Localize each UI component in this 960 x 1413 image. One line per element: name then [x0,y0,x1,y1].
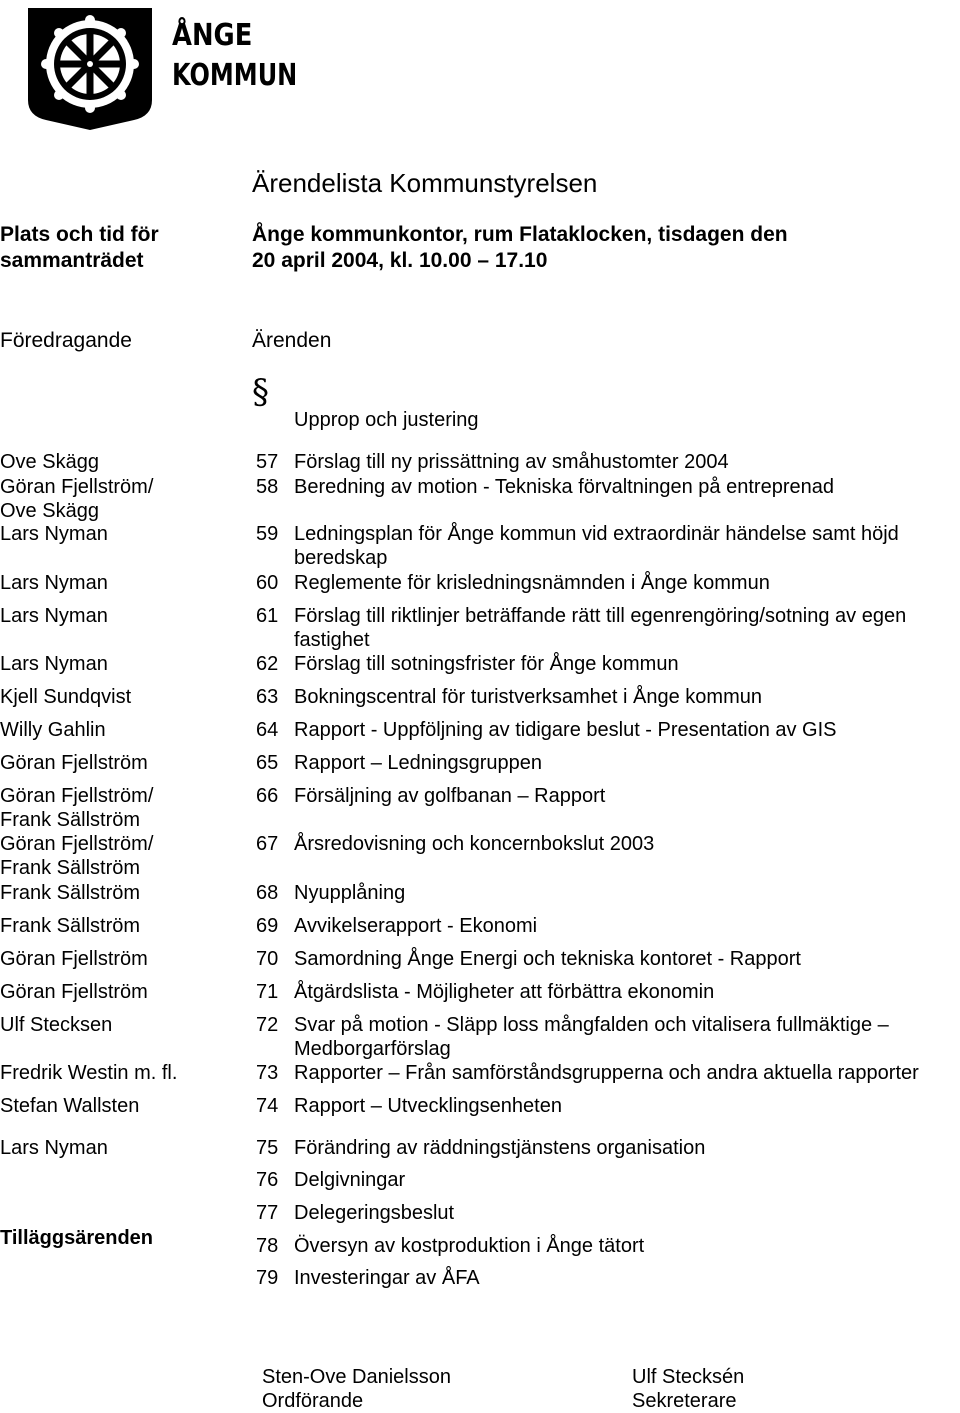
agenda-row [0,475,960,522]
presenter-name [0,784,153,832]
item-text-line: Översyn av kostproduktion i Ånge tätort [294,1235,645,1257]
agenda-row [0,914,960,938]
item-text-line: Medborgarförslag [294,1038,451,1060]
upprop-item: Upprop och justering [294,409,479,431]
item-number: 58 [256,476,279,498]
presenter-name [0,718,106,742]
item-text [294,914,537,938]
item-text [294,475,834,499]
item-text [294,652,679,676]
agenda-row [0,1266,960,1290]
presenter-line: Lars Nyman [0,653,108,675]
item-text-line: Rapport – Utvecklingsenheten [294,1095,562,1117]
item-text [294,604,906,652]
meeting-label-line1: Plats och tid för [0,223,159,246]
meeting-label [0,222,159,274]
item-text [294,1136,705,1160]
item-text [294,980,714,1004]
item-text-line: Försäljning av golfbanan – Rapport [294,785,606,807]
agenda-row [0,751,960,775]
presenter-name [0,1136,108,1160]
item-number: 59 [256,523,279,545]
item-text [294,1234,644,1258]
presenter-line: Stefan Wallsten [0,1095,140,1117]
item-text [294,1168,405,1192]
agenda-row [0,980,960,1004]
item-number: 61 [256,605,279,627]
presenter-line: Göran Fjellström [0,981,148,1003]
item-text [294,832,654,856]
item-text [294,522,899,570]
item-text-line: Förslag till sotningsfrister för Ånge kommun [294,653,679,675]
item-text [294,947,801,971]
presenter-line: Lars Nyman [0,523,108,545]
item-number: 64 [256,719,279,741]
agenda-row [0,832,960,879]
agenda-row [0,881,960,905]
agenda-row [0,685,960,709]
meeting-info-line2: 20 april 2004, kl. 10.00 – 17.10 [252,249,548,272]
item-number: 78 [256,1235,279,1257]
item-number: 60 [256,572,279,594]
presenter-name [0,947,148,971]
presenter-line: Lars Nyman [0,572,108,594]
presenter-name [0,1094,139,1118]
item-text-line: Förslag till ny prissättning av småhustomter 2004 [294,451,729,473]
item-text-line: Delegeringsbeslut [294,1202,455,1224]
item-number: 65 [256,752,279,774]
signature-name: Sten-Ove Danielsson [262,1366,451,1388]
signature-chair [262,1365,451,1413]
item-text [294,784,605,808]
meeting-label-line2: sammanträdet [0,249,144,272]
presenter-line: Frank Sällström [0,809,141,831]
item-text [294,450,729,474]
item-number: 75 [256,1137,279,1159]
presenter-line: Willy Gahlin [0,719,106,741]
agenda-row [0,1061,960,1085]
item-number: 57 [256,451,279,473]
wheel-emblem-icon [24,4,156,132]
item-number: 69 [256,915,279,937]
presenter-line: Göran Fjellström/ [0,833,154,855]
item-number: 71 [256,981,279,1003]
item-text-line: Åtgärdslista - Möjligheter att förbättra ekonomin [294,981,715,1003]
item-number: 66 [256,785,279,807]
item-text-line: fastighet [294,629,370,651]
item-number: 70 [256,948,279,970]
presenter-name [0,571,108,595]
presenter-name [0,450,99,474]
logo-text-line2: KOMMUN [172,58,298,93]
agenda-row [0,947,960,971]
item-text [294,718,837,742]
item-text-line: beredskap [294,547,388,569]
presenter-line: Frank Sällström [0,882,141,904]
presenter-line: Ulf Stecksen [0,1014,113,1036]
agenda-row [0,522,960,569]
item-number: 72 [256,1014,279,1036]
item-text-line: Rapport - Uppföljning av tidigare beslut - Presentation av GIS [294,719,837,741]
item-text-line: Årsredovisning och koncernbokslut 2003 [294,833,655,855]
agenda-row [0,1013,960,1060]
item-text [294,685,762,709]
presenter-line: Frank Sällström [0,915,141,937]
signature-name: Ulf Stecksén [632,1366,745,1388]
section-symbol: § [252,372,269,412]
presenter-line: Göran Fjellström/ [0,785,154,807]
item-number: 68 [256,882,279,904]
agenda-row [0,784,960,831]
item-number: 76 [256,1169,279,1191]
presenter-name [0,475,153,523]
signature-role: Sekreterare [632,1390,737,1412]
item-number: 73 [256,1062,279,1084]
presenter-name [0,685,131,709]
item-text-line: Samordning Ånge Energi och tekniska kontoret - Rapport [294,948,801,970]
additional-matters-label: Tilläggsärenden [0,1227,154,1249]
presenter-line: Lars Nyman [0,605,108,627]
presenter-name [0,881,140,905]
item-number: 77 [256,1202,279,1224]
page-title: Ärendelista Kommunstyrelsen [252,168,598,198]
item-text-line: Rapport – Ledningsgruppen [294,752,542,774]
item-text-line: Nyupplåning [294,882,406,904]
presenter-name [0,652,108,676]
item-text-line: Förändring av räddningstjänstens organisation [294,1137,706,1159]
presenter-line: Fredrik Westin m. fl. [0,1062,178,1084]
presenter-line: Ove Skägg [0,451,99,473]
presenter-line: Lars Nyman [0,1137,108,1159]
presenter-name [0,604,108,628]
item-text-line: Delgivningar [294,1169,406,1191]
signature-secretary [632,1365,744,1413]
item-text [294,1094,562,1118]
item-text-line: Avvikelserapport - Ekonomi [294,915,538,937]
presenter-name [0,751,148,775]
matters-header: Ärenden [252,329,332,352]
presenter-line: Frank Sällström [0,857,141,879]
presenter-header: Föredragande [0,329,132,352]
presenter-line: Göran Fjellström [0,752,148,774]
meeting-info [252,222,788,274]
agenda-row [0,1168,960,1192]
agenda-row [0,450,960,474]
agenda-row [0,1136,960,1160]
item-text [294,881,405,905]
item-text [294,751,542,775]
item-text-line: Beredning av motion - Tekniska förvaltningen på entreprenad [294,476,834,498]
item-number: 74 [256,1095,279,1117]
logo-text-line1: ÅNGE [172,18,253,53]
presenter-line: Ove Skägg [0,500,99,522]
item-number: 63 [256,686,279,708]
agenda-row [0,652,960,676]
item-text-line: Ledningsplan för Ånge kommun vid extraordinär händelse samt höjd [294,523,899,545]
agenda-row [0,718,960,742]
presenter-name [0,522,108,546]
agenda-row [0,604,960,651]
agenda-row [0,1201,960,1225]
item-text-line: Svar på motion - Släpp loss mångfalden och vitalisera fullmäktige – [294,1014,889,1036]
item-number: 79 [256,1267,279,1289]
item-number: 67 [256,833,279,855]
presenter-name [0,980,148,1004]
presenter-name [0,914,140,938]
presenter-line: Göran Fjellström [0,948,148,970]
signature-role: Ordförande [262,1390,364,1412]
item-text-line: Rapporter – Från samförståndsgrupperna och andra aktuella rapporter [294,1062,919,1084]
presenter-line: Göran Fjellström/ [0,476,154,498]
item-text [294,1013,889,1061]
item-number: 62 [256,653,279,675]
item-text [294,1266,480,1290]
item-text [294,571,770,595]
item-text-line: Förslag till riktlinjer beträffande rätt till egenrengöring/sotning av egen [294,605,907,627]
item-text-line: Bokningscentral för turistverksamhet i Ånge kommun [294,686,762,708]
presenter-line: Kjell Sundqvist [0,686,132,708]
item-text [294,1061,919,1085]
agenda-row [0,1094,960,1118]
presenter-name [0,1061,177,1085]
item-text-line: Investeringar av ÅFA [294,1267,480,1289]
agenda-row [0,571,960,595]
presenter-name [0,832,153,880]
presenter-name [0,1013,112,1037]
meeting-info-line1: Ånge kommunkontor, rum Flataklocken, tisdagen den [252,223,788,246]
item-text-line: Reglemente för krisledningsnämnden i Ånge kommun [294,572,770,594]
item-text [294,1201,454,1225]
